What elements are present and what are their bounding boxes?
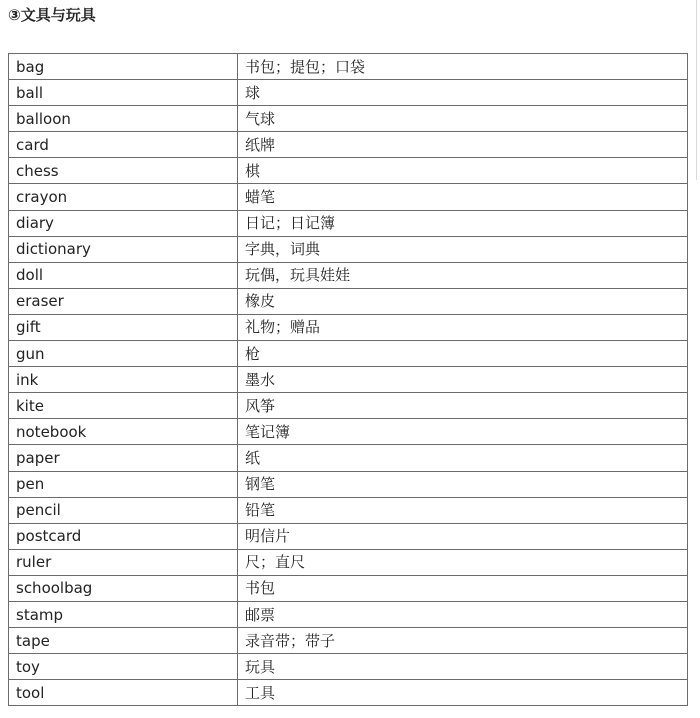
chinese-meaning-cell: 礼物；赠品 [238,314,688,340]
english-word-cell: bag [9,54,238,80]
table-row [9,549,688,575]
english-word-cell: card [9,132,238,158]
chinese-meaning-cell: 钢笔 [238,471,688,497]
table-row [9,158,688,184]
table-row [9,680,688,706]
chinese-meaning-cell: 笔记簿 [238,419,688,445]
chinese-meaning-cell: 玩具 [238,654,688,680]
english-word-cell: crayon [9,184,238,210]
table-row [9,575,688,601]
table-row [9,471,688,497]
chinese-meaning-cell: 日记；日记簿 [238,210,688,236]
english-word-cell: paper [9,445,238,471]
chinese-meaning-cell: 书包；提包；口袋 [238,54,688,80]
table-row [9,654,688,680]
table-row [9,367,688,393]
english-word-cell: eraser [9,288,238,314]
english-word-cell: pencil [9,497,238,523]
chinese-meaning-cell: 尺；直尺 [238,549,688,575]
table-row [9,80,688,106]
english-word-cell: dictionary [9,236,238,262]
english-word-cell: tape [9,628,238,654]
vocabulary-table [8,53,688,706]
chinese-meaning-cell: 枪 [238,341,688,367]
chinese-meaning-cell: 风筝 [238,393,688,419]
english-word-cell: kite [9,393,238,419]
chinese-meaning-cell: 工具 [238,680,688,706]
chinese-meaning-cell: 邮票 [238,601,688,627]
chinese-meaning-cell: 录音带；带子 [238,628,688,654]
vocabulary-table-body [9,54,688,706]
table-row [9,132,688,158]
chinese-meaning-cell: 字典，词典 [238,236,688,262]
english-word-cell: ball [9,80,238,106]
english-word-cell: schoolbag [9,575,238,601]
table-row [9,314,688,340]
table-row [9,262,688,288]
chinese-meaning-cell: 铅笔 [238,497,688,523]
english-word-cell: doll [9,262,238,288]
table-row [9,288,688,314]
table-row [9,106,688,132]
chinese-meaning-cell: 纸 [238,445,688,471]
chinese-meaning-cell: 棋 [238,158,688,184]
table-row [9,601,688,627]
english-word-cell: ruler [9,549,238,575]
english-word-cell: postcard [9,523,238,549]
chinese-meaning-cell: 纸牌 [238,132,688,158]
english-word-cell: ink [9,367,238,393]
table-row [9,54,688,80]
table-row [9,341,688,367]
chinese-meaning-cell: 书包 [238,575,688,601]
english-word-cell: balloon [9,106,238,132]
english-word-cell: gift [9,314,238,340]
table-row [9,497,688,523]
table-row [9,445,688,471]
scrollbar-edge [696,0,697,180]
table-row [9,419,688,445]
english-word-cell: tool [9,680,238,706]
chinese-meaning-cell: 玩偶，玩具娃娃 [238,262,688,288]
english-word-cell: pen [9,471,238,497]
english-word-cell: chess [9,158,238,184]
chinese-meaning-cell: 蜡笔 [238,184,688,210]
english-word-cell: diary [9,210,238,236]
table-row [9,236,688,262]
english-word-cell: toy [9,654,238,680]
table-row [9,184,688,210]
english-word-cell: gun [9,341,238,367]
chinese-meaning-cell: 球 [238,80,688,106]
table-row [9,628,688,654]
section-title: ③文具与玩具 [8,6,96,24]
table-row [9,523,688,549]
english-word-cell: stamp [9,601,238,627]
english-word-cell: notebook [9,419,238,445]
chinese-meaning-cell: 明信片 [238,523,688,549]
chinese-meaning-cell: 气球 [238,106,688,132]
chinese-meaning-cell: 橡皮 [238,288,688,314]
table-row [9,210,688,236]
table-row [9,393,688,419]
chinese-meaning-cell: 墨水 [238,367,688,393]
